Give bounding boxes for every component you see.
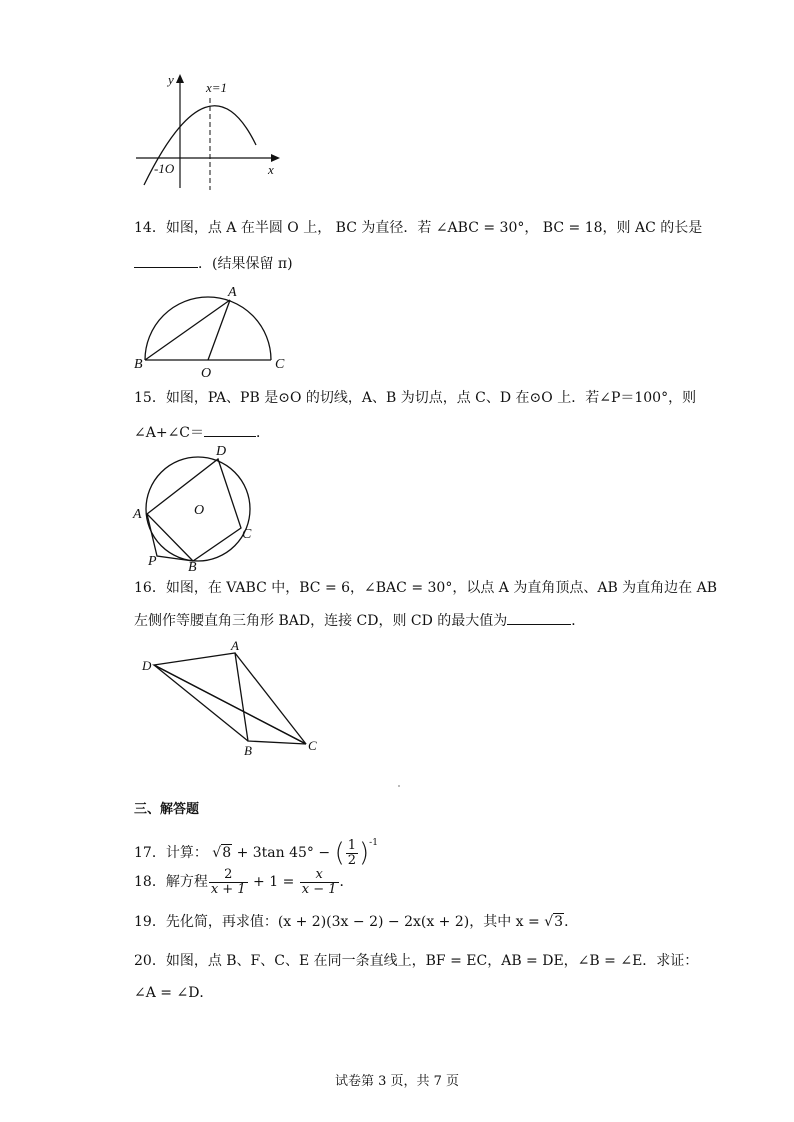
q19-suffix: ．	[564, 914, 579, 930]
q16-line1: 16．如图，在 VABC 中，BC = 6，∠BAC = 30°，以点 A 为直角顶点、AB 为直角边在 AB	[134, 580, 718, 596]
q14-note: ．(结果保留 π)	[198, 256, 293, 272]
page-footer: 试卷第 3 页，共 7 页	[334, 1074, 460, 1089]
fraction: $\frac{1}{2}$	[347, 837, 356, 868]
q16-line2	[134, 610, 585, 631]
point-a-label: A	[228, 285, 237, 300]
q18	[134, 866, 354, 898]
point-p-label: P	[148, 554, 157, 569]
answer-blank[interactable]	[134, 253, 198, 268]
sqrt-expression: √8	[212, 845, 232, 861]
q15-line2-prefix: ∠A+∠C＝	[134, 425, 205, 441]
answer-blank[interactable]	[507, 610, 571, 625]
section-title: 三、解答题	[134, 802, 200, 817]
circle-tangent-figure	[130, 440, 265, 575]
point-o-label: O	[201, 366, 212, 381]
q16-line2-suffix: ．	[571, 613, 586, 629]
q14-line1: 14．如图，点 A 在半圆 O 上， BC 为直径．若 ∠ABC = 30°， BC = 18，则 AC 的长是	[134, 220, 703, 236]
fraction-right: $\frac{x}{x - 1}$	[301, 866, 337, 897]
q15-line1: 15．如图，PA、PB 是⊙O 的切线，A、B 为切点，点 C、D 在⊙O 上．若∠P＝100°，则	[134, 390, 697, 406]
q20-line1: 20．如图，点 B、F、C、E 在同一条直线上，BF = EC，AB = DE，∠B = ∠E．求证：	[134, 953, 699, 969]
q19-text: 19．先化简，再求值：(x + 2)(3x − 2) − 2x(x + 2)，其中 x =	[134, 914, 540, 930]
fraction-left: $\frac{2}{x + 1}$	[210, 866, 246, 897]
semicircle-figure	[130, 282, 300, 382]
center-o-label: O	[194, 503, 205, 518]
point-b-label: B	[188, 560, 197, 575]
speck	[398, 785, 400, 787]
origin-label: -1O	[154, 161, 175, 176]
q14-line2	[134, 253, 293, 274]
point-a-label: A	[231, 638, 239, 653]
point-c-label: C	[275, 357, 285, 372]
q17-expr: + 3tan 45° −	[236, 845, 331, 861]
answer-blank[interactable]	[204, 422, 256, 437]
q17-prefix: 17．计算：	[134, 845, 208, 861]
y-axis-label: y	[168, 72, 174, 87]
sqrt-expression: √3	[544, 914, 564, 930]
parabola-figure	[130, 70, 290, 195]
q18-mid: + 1 =	[253, 874, 295, 890]
quadrilateral-figure	[130, 636, 330, 761]
point-d-label: D	[216, 444, 227, 459]
q16-line2-prefix: 左侧作等腰直角三角形 BAD，连接 CD，则 CD 的最大值为	[134, 613, 508, 629]
q18-prefix: 18．解方程	[134, 874, 208, 890]
exponent: -1	[369, 838, 378, 848]
q18-suffix: ．	[339, 874, 354, 890]
point-b-label: B	[134, 357, 143, 372]
symmetry-line-label: x=1	[206, 80, 228, 95]
q17: 17．计算： √8 + 3tan 45° − ( $\frac{1}{2}$ )$^{-1}$	[134, 837, 378, 868]
point-c-label: C	[242, 527, 252, 542]
q19	[134, 912, 578, 932]
x-axis-label: x	[268, 162, 274, 177]
point-a-label: A	[133, 507, 142, 522]
point-d-label: D	[142, 658, 152, 673]
q20-line2: ∠A = ∠D．	[134, 985, 214, 1001]
q15-line2-suffix: ．	[256, 425, 271, 441]
point-b-label: B	[244, 743, 252, 758]
point-c-label: C	[308, 738, 317, 753]
